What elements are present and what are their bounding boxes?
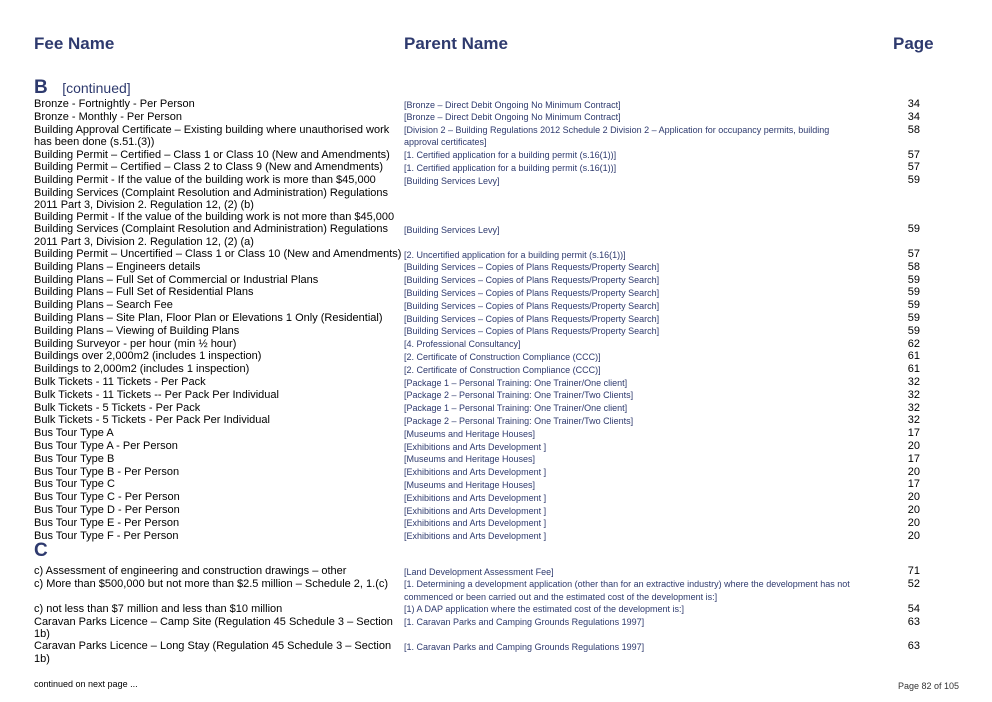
page-cell: 20	[907, 465, 920, 478]
page-cell: 17	[907, 478, 920, 491]
page-cell: 63	[907, 615, 920, 628]
fee-name-cell: Building Surveyor - per hour (min ½ hour)	[34, 337, 237, 350]
table-row	[34, 603, 934, 616]
fee-name-cell: c) not less than $7 million and less than $10 million	[34, 602, 283, 615]
page-cell: 20	[907, 491, 920, 504]
table-row	[34, 111, 934, 124]
section-title	[34, 541, 934, 561]
parent-name-cell: [Exhibitions and Arts Development ]	[404, 467, 547, 478]
parent-name-cell: [Bronze – Direct Debit Ongoing No Minimum Contract]	[404, 99, 621, 110]
section-title	[34, 78, 934, 98]
page-cell: 58	[907, 260, 920, 273]
page-cell: 57	[907, 248, 920, 261]
page-cell: 20	[907, 529, 920, 542]
table-row	[34, 325, 934, 338]
fee-name-cell: Bronze - Monthly - Per Person	[34, 110, 182, 123]
fee-name-cell: Bus Tour Type D - Per Person	[34, 504, 180, 516]
parent-name-cell: [Land Development Assessment Fee]	[404, 566, 554, 577]
fee-name-cell: Buildings to 2,000m2 (includes 1 inspection)	[34, 363, 250, 376]
page-cell: 20	[907, 504, 920, 516]
page-cell: 32	[907, 388, 920, 401]
parent-name-cell: [2. Certificate of Construction Compliance (CCC)]	[404, 364, 601, 375]
table-row	[34, 517, 934, 530]
parent-name-cell: [1. Caravan Parks and Camping Grounds Regulations 1997]	[404, 641, 645, 652]
page-cell: 61	[907, 363, 920, 376]
page-cell: 32	[907, 376, 920, 389]
fee-name-cell: Bus Tour Type F - Per Person	[34, 529, 179, 542]
parent-name-cell: [Exhibitions and Arts Development ]	[404, 531, 547, 542]
page-number: Page 82 of 105	[897, 681, 959, 691]
fee-name-cell: c) Assessment of engineering and construction drawings – other	[34, 565, 347, 577]
page-cell: 61	[907, 350, 920, 363]
table-row	[34, 312, 934, 325]
page-cell: 59	[907, 299, 920, 312]
fee-name-cell: Caravan Parks Licence – Long Stay (Regulation 45 Schedule 3 – Section 1b)	[34, 640, 392, 665]
table-row	[34, 565, 934, 578]
page-cell: 20	[907, 440, 920, 453]
page-cell: 54	[907, 602, 920, 615]
fee-name-cell: Building Permit – Uncertified – Class 1 or Class 10 (New and Amendments)	[34, 248, 402, 261]
page-cell: 20	[907, 516, 920, 529]
fee-name-cell: Bronze - Fortnightly - Per Person	[34, 98, 195, 110]
section-b	[34, 78, 934, 542]
page-cell: 62	[907, 337, 920, 350]
table-row	[34, 248, 934, 261]
page-cell: 59	[907, 174, 920, 187]
table-row	[34, 616, 934, 641]
parent-name-cell: [4. Professional Consultancy]	[404, 339, 521, 350]
page-cell: 59	[907, 286, 920, 299]
fee-name-cell: Bulk Tickets - 11 Tickets -- Per Pack Per Individual	[34, 388, 279, 401]
table-row	[34, 274, 934, 287]
section-letter: C	[34, 540, 48, 561]
parent-name-cell: [Package 1 – Personal Training: One Trainer/One client]	[404, 377, 628, 388]
parent-name-cell: [1) A DAP application where the estimated cost of the development is:]	[404, 604, 684, 615]
section-continued: [continued]	[62, 80, 131, 96]
continued-note: continued on next page ...	[34, 679, 138, 689]
table-row	[34, 478, 934, 491]
page-cell: 32	[907, 414, 920, 427]
page-cell: 34	[907, 98, 920, 110]
table-row	[34, 440, 934, 453]
parent-name-cell: [Museums and Heritage Houses]	[404, 479, 536, 490]
page-cell: 71	[907, 565, 920, 577]
parent-name-cell: [Package 2 – Personal Training: One Trainer/Two Clients]	[404, 415, 634, 426]
page-cell: 57	[907, 148, 920, 161]
fee-name-cell: Buildings over 2,000m2 (includes 1 inspection)	[34, 350, 262, 363]
table-row	[34, 504, 934, 517]
fee-name-cell: Building Plans – Viewing of Building Plans	[34, 324, 240, 337]
table-row	[34, 174, 934, 211]
table-row	[34, 453, 934, 466]
fee-name-cell: Building Permit – Certified – Class 2 to Class 9 (New and Amendments)	[34, 161, 384, 174]
table-row	[34, 363, 934, 376]
parent-name-cell: [1. Determining a development application (other than for an extractive industry) where the development has not commenced or been carried out and the estimated cost of the development is:]	[404, 579, 850, 602]
page-cell: 59	[907, 273, 920, 286]
fee-name-cell: Bulk Tickets - 5 Tickets - Per Pack	[34, 401, 201, 414]
fee-name-cell: Bus Tour Type B - Per Person	[34, 465, 180, 478]
table-row	[34, 338, 934, 351]
table-row	[34, 299, 934, 312]
fee-name-cell: Bus Tour Type E - Per Person	[34, 516, 180, 529]
page-cell: 63	[907, 640, 920, 653]
parent-name-cell: [Building Services – Copies of Plans Requests/Property Search]	[404, 300, 660, 311]
table-row	[34, 376, 934, 389]
fee-name-cell: Bulk Tickets - 11 Tickets - Per Pack	[34, 376, 206, 389]
parent-name-cell: [Building Services – Copies of Plans Requests/Property Search]	[404, 287, 660, 298]
fee-name-cell: c) More than $500,000 but not more than $2.5 million – Schedule 2, 1.(c)	[34, 577, 389, 590]
fee-name-cell: Building Plans – Engineers details	[34, 260, 201, 273]
parent-name-cell: [Museums and Heritage Houses]	[404, 428, 536, 439]
page-header: Page	[893, 34, 934, 53]
parent-name-cell: [1. Certified application for a building permit (s.16(1))]	[404, 150, 617, 161]
parent-name-cell: [Exhibitions and Arts Development ]	[404, 441, 547, 452]
parent-name-cell: [Building Services – Copies of Plans Requests/Property Search]	[404, 326, 660, 337]
page-cell: 34	[907, 110, 920, 123]
parent-name-cell: [Museums and Heritage Houses]	[404, 454, 536, 465]
fee-name-cell: Building Permit - If the value of the building work is more than $45,000 Building Services (Complaint Resolution and Administration) Regulations 2011 Part 3, Division 2. Regulation 12, (2) (b)	[34, 174, 389, 211]
fee-name-cell: Caravan Parks Licence – Camp Site (Regulation 45 Schedule 3 – Section 1b)	[34, 615, 393, 640]
table-row	[34, 161, 934, 174]
parent-name-cell: [Building Services Levy]	[404, 224, 500, 235]
table-row	[34, 211, 934, 248]
fee-table	[34, 98, 934, 542]
parent-name-cell: [1. Certified application for a building permit (s.16(1))]	[404, 162, 617, 173]
fee-name-cell: Building Approval Certificate – Existing building where unauthorised work has been done (s.51.(3))	[34, 123, 390, 148]
page-cell: 17	[907, 452, 920, 465]
parent-name-cell: [Division 2 – Building Regulations 2012 Schedule 2 Division 2 – Application for occupancy permits, building approval certificates]	[404, 125, 830, 148]
page-cell: 17	[907, 427, 920, 440]
parent-name-cell: [Bronze – Direct Debit Ongoing No Minimum Contract]	[404, 112, 621, 123]
table-row	[34, 578, 934, 603]
fee-name-cell: Bus Tour Type A - Per Person	[34, 440, 178, 453]
table-row	[34, 491, 934, 504]
page-cell: 58	[907, 123, 920, 136]
page-cell: 59	[907, 223, 920, 236]
fee-table	[34, 565, 934, 665]
table-row	[34, 389, 934, 402]
fee-name-cell: Building Permit - If the value of the building work is not more than $45,000 Building Services (Complaint Resolution and Administration) Regulations 2011 Part 3, Division 2. Regulation 12, (2) (a)	[34, 211, 395, 248]
fee-name-cell: Building Plans – Full Set of Commercial or Industrial Plans	[34, 273, 319, 286]
parent-name-cell: [Building Services – Copies of Plans Requests/Property Search]	[404, 262, 660, 273]
parent-name-cell: [Exhibitions and Arts Development ]	[404, 518, 547, 529]
page-cell: 59	[907, 312, 920, 325]
section-c	[34, 541, 934, 665]
parent-name-cell: [Exhibitions and Arts Development ]	[404, 505, 547, 516]
fee-name-cell: Building Permit – Certified – Class 1 or Class 10 (New and Amendments)	[34, 148, 390, 161]
fee-name-cell: Bus Tour Type C	[34, 478, 115, 491]
parent-name-cell: [1. Caravan Parks and Camping Grounds Regulations 1997]	[404, 617, 645, 628]
parent-name-cell: [2. Certificate of Construction Compliance (CCC)]	[404, 351, 601, 362]
fee-name-cell: Building Plans – Site Plan, Floor Plan or Elevations 1 Only (Residential)	[34, 312, 383, 325]
parent-name-cell: [Package 2 – Personal Training: One Trainer/Two Clients]	[404, 390, 634, 401]
fee-name-cell: Bus Tour Type C - Per Person	[34, 491, 180, 504]
fee-name-cell: Building Plans – Full Set of Residential Plans	[34, 286, 254, 299]
page-cell: 59	[907, 324, 920, 337]
fee-name-cell: Building Plans – Search Fee	[34, 299, 173, 312]
fee-name-cell: Bus Tour Type B	[34, 452, 115, 465]
table-row	[34, 261, 934, 274]
table-row	[34, 350, 934, 363]
parent-name-cell: [Exhibitions and Arts Development ]	[404, 492, 547, 503]
parent-name-cell: [2. Uncertified application for a building permit (s.16(1))]	[404, 249, 626, 260]
parent-name-cell: [Building Services Levy]	[404, 175, 500, 186]
table-row	[34, 466, 934, 479]
fee-name-cell: Bus Tour Type A	[34, 427, 114, 440]
parent-name-cell: [Building Services – Copies of Plans Requests/Property Search]	[404, 313, 660, 324]
parent-name-cell: [Building Services – Copies of Plans Requests/Property Search]	[404, 275, 660, 286]
page-cell: 52	[907, 577, 920, 590]
table-row	[34, 414, 934, 427]
table-row	[34, 640, 934, 665]
table-row	[34, 149, 934, 162]
table-row	[34, 427, 934, 440]
table-row	[34, 98, 934, 111]
page-cell: 32	[907, 401, 920, 414]
parent-name-header: Parent Name	[404, 34, 508, 53]
section-letter: B	[34, 77, 48, 98]
table-row	[34, 286, 934, 299]
fee-name-header: Fee Name	[34, 34, 115, 53]
fee-name-cell: Bulk Tickets - 5 Tickets - Per Pack Per Individual	[34, 414, 270, 427]
table-row	[34, 124, 934, 149]
table-row	[34, 402, 934, 415]
parent-name-cell: [Package 1 – Personal Training: One Trainer/One client]	[404, 403, 628, 414]
page-cell: 57	[907, 161, 920, 174]
